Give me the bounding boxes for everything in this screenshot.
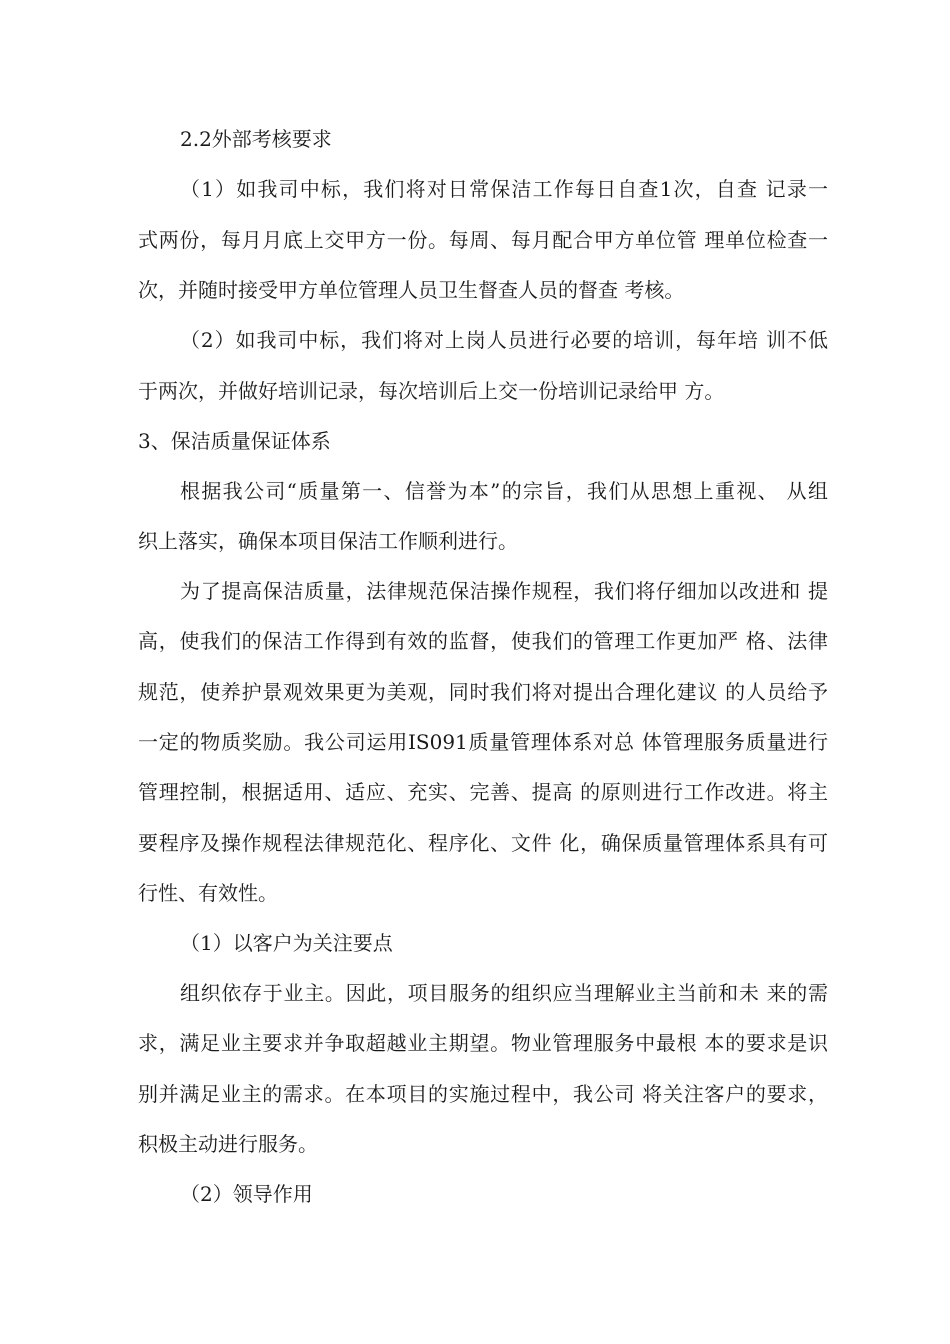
subsection-heading-1: （1）以客户为关注要点 [180,931,393,955]
section-heading-2-2: 2.2外部考核要求 [180,127,332,151]
section-heading-3: 3、保洁质量保证体系 [138,429,331,453]
subsection-heading-2: （2）领导作用 [180,1182,313,1206]
paragraph-line: 于两次，并做好培训记录，每次培训后上交一份培训记录给甲 方。 [138,379,725,403]
paragraph-line: 积极主动进行服务。 [138,1132,318,1156]
paragraph-line: （2）如我司中标，我们将对上岗人员进行必要的培训，每年培 训不低 [180,328,828,352]
paragraph-line: 求，满足业主要求并争取超越业主期望。物业管理服务中最根 本的要求是识 [138,1031,828,1055]
paragraph-line: 根据我公司“质量第一、信誉为本”的宗旨，我们从思想上重视、 从组 [180,479,828,503]
paragraph-line: 次，并随时接受甲方单位管理人员卫生督查人员的督查 考核。 [138,278,685,302]
paragraph-line: 要程序及操作规程法律规范化、程序化、文件 化，确保质量管理体系具有可 [138,831,828,855]
paragraph-line: 行性、有效性。 [138,881,278,905]
paragraph-line: 一定的物质奖励。我公司运用IS091质量管理体系对总 体管理服务质量进行 [138,730,828,754]
paragraph-line: 管理控制，根据适用、适应、充实、完善、提高 的原则进行工作改进。将主 [138,780,828,804]
paragraph-line: 组织依存于业主。因此，项目服务的组织应当理解业主当前和未 来的需 [180,981,828,1005]
paragraph-line: 织上落实，确保本项目保洁工作顺利进行。 [138,529,518,553]
paragraph-line: 别并满足业主的需求。在本项目的实施过程中，我公司 将关注客户的要求， [138,1082,828,1106]
paragraph-line: 规范，使养护景观效果更为美观，同时我们将对提出合理化建议 的人员给予 [138,680,828,704]
paragraph-line: 式两份，每月月底上交甲方一份。每周、每月配合甲方单位管 理单位检查一 [138,228,828,252]
paragraph-line: 高，使我们的保洁工作得到有效的监督，使我们的管理工作更加严 格、法律 [138,629,828,653]
paragraph-line: 为了提高保洁质量，法律规范保洁操作规程，我们将仔细加以改进和 提 [180,579,828,603]
paragraph-line: （1）如我司中标，我们将对日常保洁工作每日自查1次，自查 记录一 [180,177,828,201]
